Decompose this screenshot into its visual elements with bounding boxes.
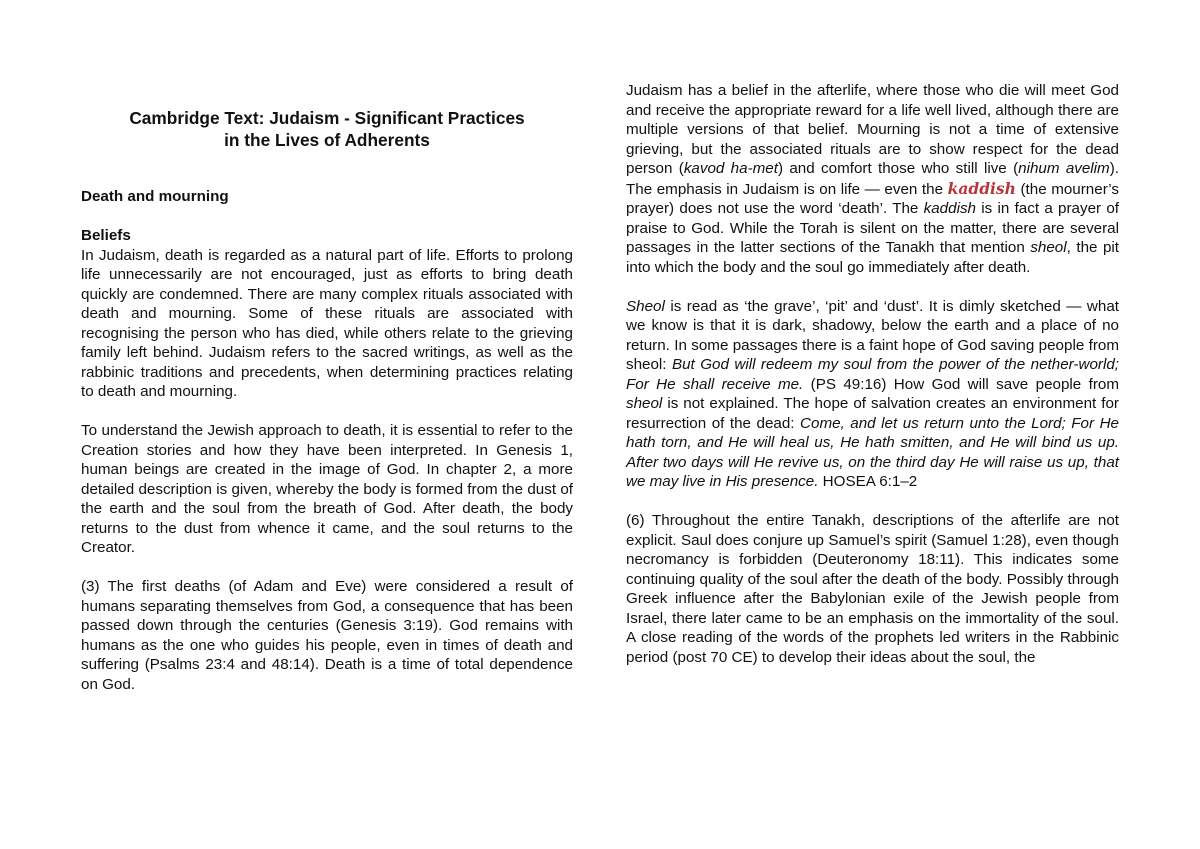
text-run: (the mourner’s prayer) does not use the word ‘death’. The — [626, 180, 1120, 217]
left-column — [81, 107, 573, 714]
text-run: ) and comfort those who still live ( — [777, 160, 1019, 177]
title-line-1: Cambridge Text: Judaism - Significant Practices — [129, 108, 525, 128]
text-run: , the pit into which the body and the soul go immediately after death. — [626, 239, 1120, 276]
italic-term: sheol — [626, 395, 663, 412]
quotation: But God will redeem my soul from the power of the nether-world; For He shall receive me. — [626, 356, 1119, 393]
text-run: ). The emphasis in Judaism is on life — even the — [626, 160, 1119, 198]
paragraph — [626, 81, 1119, 277]
citation: HOSEA 6:1–2 — [818, 473, 918, 490]
sub-heading: Beliefs — [81, 227, 131, 244]
paragraph: To understand the Jewish approach to death, it is essential to refer to the Creation stories and how they have been interpreted. In Genesis 1, human beings are created in the image of God. In chapter 2, a more detailed description is given, whereby the body is formed from the dust of the earth and the soul from the breath of God. After death, the body returns to the dust from whence it came, and the soul returns to the Creator. — [81, 422, 573, 556]
text-run: (PS 49:16) How God will save people from — [803, 375, 1119, 393]
italic-term: kaddish — [923, 200, 976, 217]
text-run: is not explained. The hope of salvation creates an environment for resurrection of the dead: — [626, 395, 1119, 432]
text-run: is read as ‘the grave’, ‘pit’ and ‘dust’. It is dimly sketched — what we know is that it is dark, shadowy, below the earth and a place of no return. In some passages there is a faint hope of God saving people from sheol: — [626, 297, 1119, 373]
paragraph: In Judaism, death is regarded as a natural part of life. Efforts to prolong life unnecessarily are not encouraged, just as efforts to bring death quickly are condemned. There are many complex rituals associated with death and mourning. Some of these rituals are associated with recognising the person who has died, while others relate to the grieving family left behind. Judaism refers to the sacred writings, as well as the rabbinic traditions and precedents, when determining practices relating to death and mourning. — [81, 246, 573, 400]
quotation: Come, and let us return unto the Lord; For He hath torn, and He will heal us, He hath smitten, and He will bind us up. After two days will He revive us, on the third day He will raise us up, that we may live in His presence. — [626, 414, 1119, 490]
text-run: is in fact a prayer of praise to God. While the Torah is silent on the matter, there are several passages in the latter sections of the Tanakh that mention — [626, 200, 1120, 256]
paragraph — [626, 297, 1119, 492]
italic-term: nihum avelim — [1018, 160, 1110, 177]
document-title — [81, 107, 573, 151]
paragraph: (6) Throughout the entire Tanakh, descriptions of the afterlife are not explicit. Saul does conjure up Samuel’s spirit (Samuel 1:28), even though necromancy is forbidden (Deuteronomy 18:11). This indicates some continuing quality of the soul after the death of the body. Possibly through Greek influence after the Babylonian exile of the Jewish people from Israel, there later came to be an emphasis on the immortality of the soul. A close reading of the words of the prophets led writers in the Rabbinic period (post 70 CE) to develop their ideas about the soul, the — [626, 512, 1119, 666]
italic-term: sheol — [1030, 239, 1067, 256]
italic-term: Sheol — [626, 297, 665, 315]
section-heading: Death and mourning — [81, 188, 229, 205]
right-column — [626, 81, 1119, 687]
paragraph: (3) The first deaths (of Adam and Eve) were considered a result of humans separating themselves from God, a consequence that has been passed down through the centuries (Genesis 3:19). God remains with humans as the one who guides his people, even in times of death and suffering (Psalms 23:4 and 48:14). Death is a time of total dependence on God. — [81, 578, 573, 693]
italic-term: kavod ha-met — [683, 160, 778, 177]
title-line-2: in the Lives of Adherents — [224, 130, 430, 150]
highlighted-term-kaddish: kaddish — [947, 178, 1016, 198]
text-run: Judaism has a belief in the afterlife, where those who die will meet God and receive the appropriate reward for a life well lived, although there are multiple versions of that belief. Mourning is not a time of extensive grieving, but the associated rituals are to show respect for the dead person ( — [626, 82, 1119, 177]
